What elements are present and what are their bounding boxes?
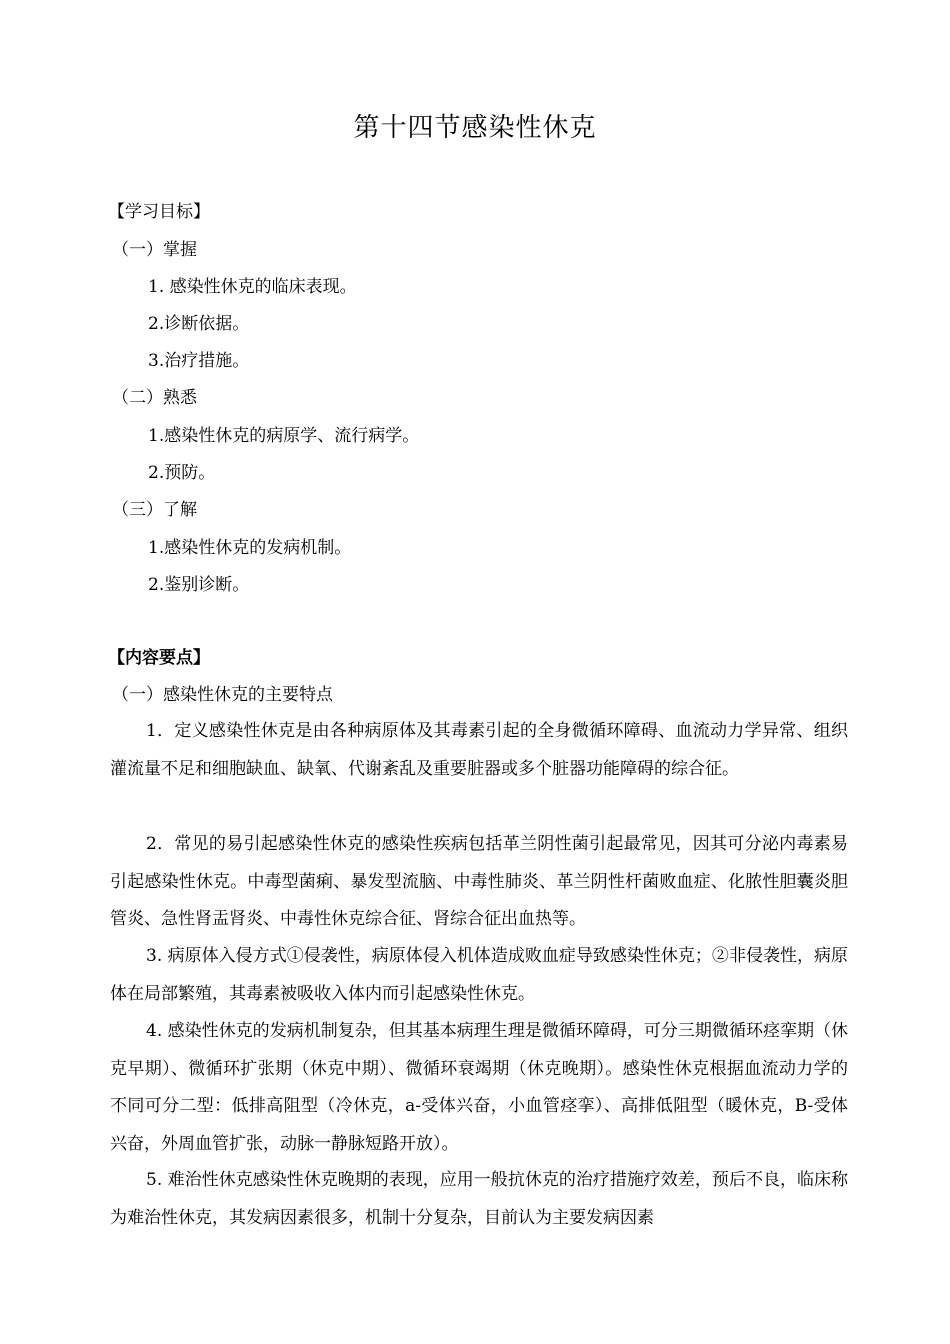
objectives-understand-item: 1.感染性休克的发病机制。	[148, 538, 352, 558]
objectives-familiar-item: 1.感染性休克的病原学、流行病学。	[148, 426, 420, 446]
content-paragraph: 2．常见的易引起感染性休克的感染性疾病包括革兰阴性菌引起最常见，因其可分泌内毒素易引起感染性休克。中毒型菌痢、暴发型流脑、中毒性肺炎、革兰阴性杆菌败血症、化脓性胆囊炎胆管炎、急性肾盂肾炎、中毒性休克综合征、肾综合征出血热等。	[110, 834, 848, 929]
objectives-familiar-item: 2.预防。	[148, 463, 216, 483]
objectives-master-item: 1. 感染性休克的临床表现。	[148, 277, 357, 297]
content-paragraph: 3. 病原体入侵方式①侵袭性，病原体侵入机体造成败血症导致感染性休克；②非侵袭性，病原体在局部繁殖，其毒素被吸收入体内而引起感染性休克。	[110, 946, 848, 1004]
objectives-heading: 【学习目标】	[108, 202, 210, 222]
content-paragraph: 1．定义感染性休克是由各种病原体及其毒素引起的全身微循环障碍、血流动力学异常、组织灌流量不足和细胞缺血、缺氧、代谢紊乱及重要脏器或多个脏器功能障碍的综合征。	[110, 721, 848, 779]
content-heading: 【内容要点】	[108, 648, 210, 668]
objectives-group-master-label: （一）掌握	[112, 240, 197, 260]
content-paragraph: 5. 难治性休克感染性休克晚期的表现，应用一般抗休克的治疗措施疗效差，预后不良，临床称为难治性休克，其发病因素很多，机制十分复杂，目前认为主要发病因素	[110, 1170, 848, 1228]
objectives-master-item: 2.诊断依据。	[148, 314, 250, 334]
objectives-group-understand-label: （三）了解	[112, 500, 197, 520]
objectives-understand-item: 2.鉴别诊断。	[148, 575, 250, 595]
objectives-group-familiar-label: （二）熟悉	[112, 388, 197, 408]
content-paragraph: 4. 感染性休克的发病机制复杂，但其基本病理生理是微循环障碍，可分三期微循环痉挛期（休克早期）、微循环扩张期（休克中期）、微循环衰竭期（休克晚期）。感染性休克根据血流动力学的不同可分二型：低排高阻型（冷休克，a-受体兴奋，小血管痉挛）、高排低阻型（暖休克，B-受体兴奋，外周血管扩张，动脉一静脉短路开放）。	[110, 1021, 848, 1154]
content-subheading: （一）感染性休克的主要特点	[112, 685, 333, 705]
page-title: 第十四节感染性休克	[353, 113, 597, 143]
objectives-master-item: 3.治疗措施。	[148, 351, 250, 371]
